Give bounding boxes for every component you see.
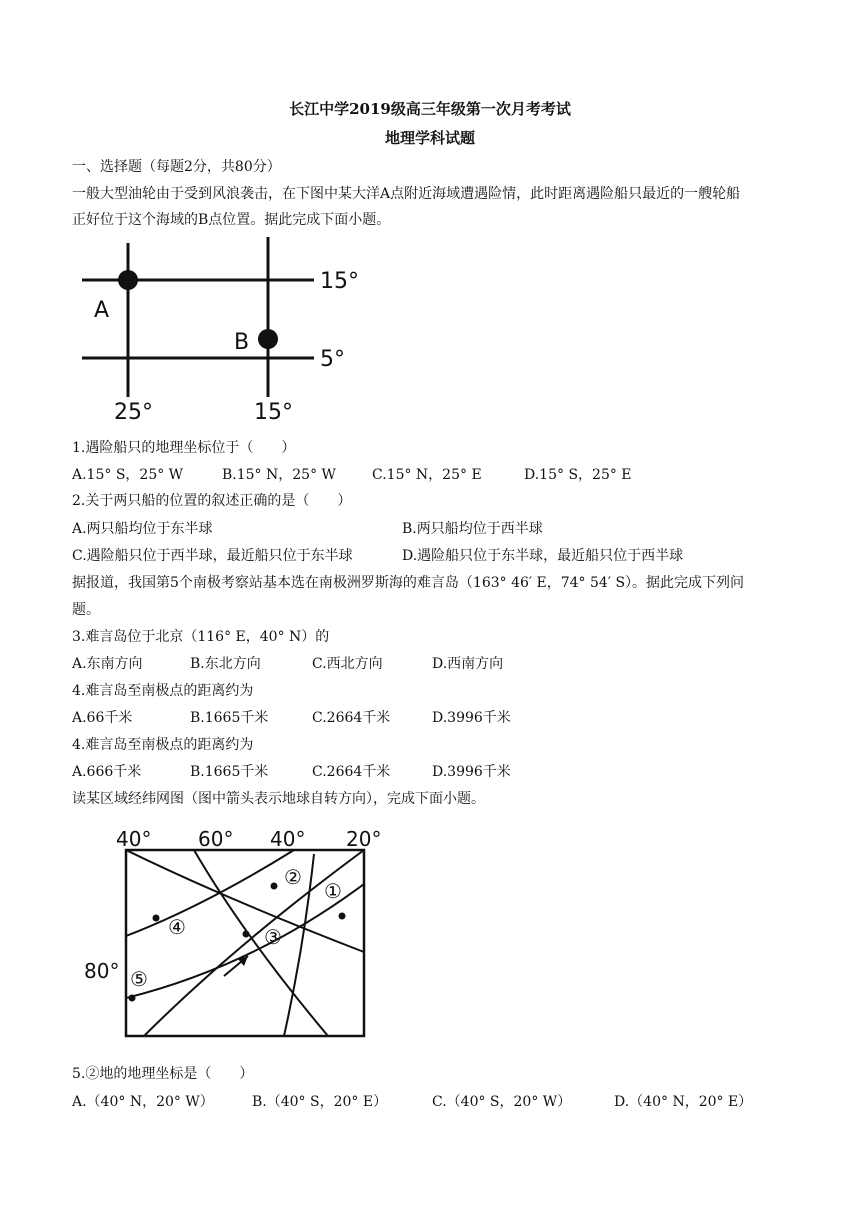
q4-option-c: C.2664千米 [312,710,391,726]
q5-stem: 5.②地的地理坐标是（ ） [72,1066,254,1082]
exam-subtitle: 地理学科试题 [384,129,475,147]
q3-option-d: D.西南方向 [432,656,504,672]
q2-option-d: D.遇险船只位于东半球，最近船只位于西半球 [402,548,684,564]
grid-figure-1 [74,235,374,425]
point-a-marker [118,270,138,290]
q1-option-d: D.15° S，25° E [524,467,632,483]
lat-label-80: 80° [84,959,120,983]
q4b-option-c: C.2664千米 [312,764,391,780]
point-3-label: ③ [264,925,282,949]
graticule-figure-2 [84,826,394,1044]
q2-stem: 2.关于两只船的位置的叙述正确的是（ ） [72,493,352,509]
q1-option-b: B.15° N，25° W [222,467,336,483]
point-b-marker [258,329,278,349]
q2-option-c: C.遇险船只位于西半球，最近船只位于东半球 [72,548,353,564]
q4b-option-b: B.1665千米 [190,764,269,780]
q5-option-c: C.（40° S，20° W） [432,1094,572,1110]
q4b-stem: 4.难言岛至南极点的距离约为 [72,737,254,753]
q5-option-b: B.（40° S，20° E） [252,1094,388,1110]
point-1-marker [339,913,346,920]
q4-option-d: D.3996千米 [432,710,511,726]
lat-label-top: 15° [320,269,359,294]
section-heading: 一、选择题（每题2分，共80分） [72,159,281,175]
point-1-label: ① [324,879,342,903]
lon-label-40-mid: 40° [270,827,306,851]
q3-stem: 3.难言岛位于北京（116° E，40° N）的 [72,629,330,645]
point-2-label: ② [284,865,302,889]
q3-option-a: A.东南方向 [72,656,143,672]
q5-option-a: A.（40° N，20° W） [72,1094,214,1110]
q3-option-c: C.西北方向 [312,656,383,672]
q1-option-c: C.15° N，25° E [372,467,482,483]
lon-label-40-left: 40° [116,827,152,851]
label-a: A [94,298,110,323]
label-b: B [234,330,250,355]
lon-label-right: 15° [254,400,293,425]
point-4-label: ④ [168,915,186,939]
lon-label-20: 20° [346,827,382,851]
q1-stem: 1.遇险船只的地理坐标位于（ ） [72,440,296,456]
intro1-line1: 一般大型油轮由于受到风浪袭击，在下图中某大洋A点附近海域遭遇险情，此时距离遇险船只最近的一艘轮船 [72,186,741,202]
lon-label-left: 25° [114,400,153,425]
point-5-label: ⑤ [130,967,148,991]
q2-option-b: B.两只船均位于西半球 [402,521,543,537]
lat-label-bottom: 5° [320,347,345,372]
point-2-marker [271,883,278,890]
q3-option-b: B.东北方向 [190,656,261,672]
point-5-marker [129,995,136,1002]
q1-option-a: A.15° S，25° W [72,467,184,483]
q4-option-a: A.66千米 [72,710,133,726]
exam-title: 长江中学2019级高三年级第一次月考考试 [289,100,571,118]
q4b-option-d: D.3996千米 [432,764,511,780]
point-4-marker [153,915,160,922]
q5-option-d: D.（40° N，20° E） [614,1094,753,1110]
point-3-marker [243,931,250,938]
lon-label-60: 60° [198,827,234,851]
q4b-option-a: A.666千米 [72,764,142,780]
intro2-line1: 据报道，我国第5个南极考察站基本选在南极洲罗斯海的难言岛（163° 46′ E，74° 54′ S）。据此完成下列问 [72,575,745,591]
q2-option-a: A.两只船均位于东半球 [72,521,213,537]
q4-stem: 4.难言岛至南极点的距离约为 [72,683,254,699]
q4-option-b: B.1665千米 [190,710,269,726]
intro3-line1: 读某区域经纬网图（图中箭头表示地球自转方向），完成下面小题。 [72,791,485,807]
intro2-line2: 题。 [72,602,100,618]
intro1-line2: 正好位于这个海域的B点位置。据此完成下面小题。 [72,212,391,228]
